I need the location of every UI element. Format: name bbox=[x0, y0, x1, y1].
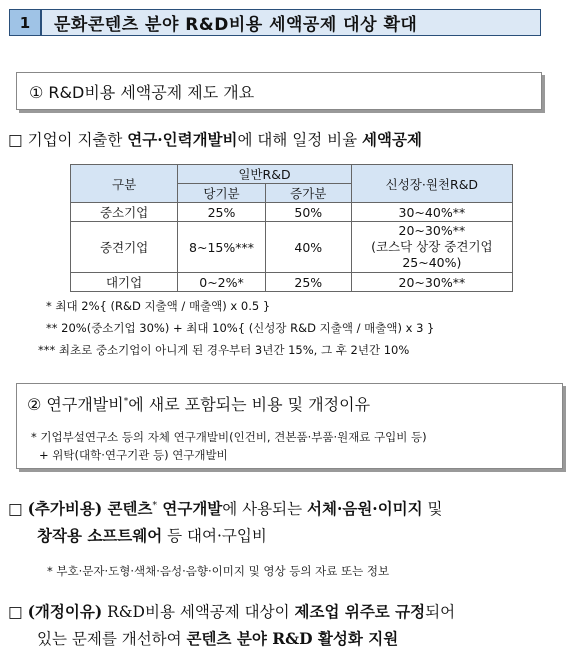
footnote-1: * 최대 2%{ (R&D 지출액 / 매출액) x 0.5 } bbox=[46, 299, 271, 313]
bullet-reason-line1: □ (개정이유) R&D비용 세액공제 대상이 제조업 위주로 규정되어 bbox=[8, 602, 456, 621]
table-row: 중소기업 25% 50% 30~40%** bbox=[71, 203, 513, 222]
subsection-2-note: * 기업부설연구소 등의 자체 연구개발비(인건비, 견본품·부품·원재료 구입비 등) + 위탁(대학·연구기관 등) 연구개발비 bbox=[31, 430, 427, 462]
table-row: 대기업 0~2%* 25% 20~30%** bbox=[71, 273, 513, 292]
col-group-header: 구분 bbox=[71, 165, 178, 203]
section-title: 문화콘텐츠 분야 R&D비용 세액공제 대상 확대 bbox=[54, 15, 418, 35]
bullet-added-costs-note: * 부호·문자·도형·색채·음성·음향·이미지 및 영상 등의 자료 또는 정보 bbox=[47, 564, 390, 578]
section-number: 1 bbox=[10, 10, 42, 35]
bullet-reason-line2: 있는 문제를 개선하여 콘텐츠 분야 R&D 활성화 지원 bbox=[37, 629, 399, 648]
increase-header: 증가분 bbox=[265, 184, 351, 203]
rd-credit-table bbox=[70, 164, 513, 292]
table-row: 중견기업 8~15%*** 40% 20~30%** (코스닥 상장 중견기업 25~40%) bbox=[71, 222, 513, 273]
bullet-added-costs-line2: 창작용 소프트웨어 등 대여·구입비 bbox=[37, 526, 267, 545]
footnote-3: *** 최초로 중소기업이 아니게 된 경우부터 3년간 15%, 그 후 2년간 10% bbox=[38, 343, 410, 357]
growth-rd-header: 신성장·원천R&D bbox=[351, 165, 512, 203]
current-header: 당기분 bbox=[178, 184, 266, 203]
intro-line: □ 기업이 지출한 연구·인력개발비에 대해 일정 비율 세액공제 bbox=[8, 130, 422, 149]
subsection-1-box bbox=[16, 72, 542, 110]
footnote-2: ** 20%(중소기업 30%) + 최대 10%{ (신성장 R&D 지출액 / 매출액) x 3 } bbox=[46, 321, 435, 335]
section-header bbox=[9, 9, 541, 36]
checkbox-bullet: □ bbox=[8, 500, 23, 518]
bullet-added-costs-line1: □ (추가비용) 콘텐츠* 연구개발에 사용되는 서체·음원·이미지 및 bbox=[8, 499, 443, 518]
subsection-2-box bbox=[16, 383, 563, 469]
general-rd-header: 일반R&D bbox=[178, 165, 352, 184]
checkbox-bullet: □ bbox=[8, 603, 23, 621]
checkbox-bullet: □ bbox=[8, 131, 23, 149]
subsection-2-title: ② 연구개발비*에 새로 포함되는 비용 및 개정이유 bbox=[27, 395, 371, 414]
subsection-1-title: ① R&D비용 세액공제 제도 개요 bbox=[29, 82, 255, 102]
